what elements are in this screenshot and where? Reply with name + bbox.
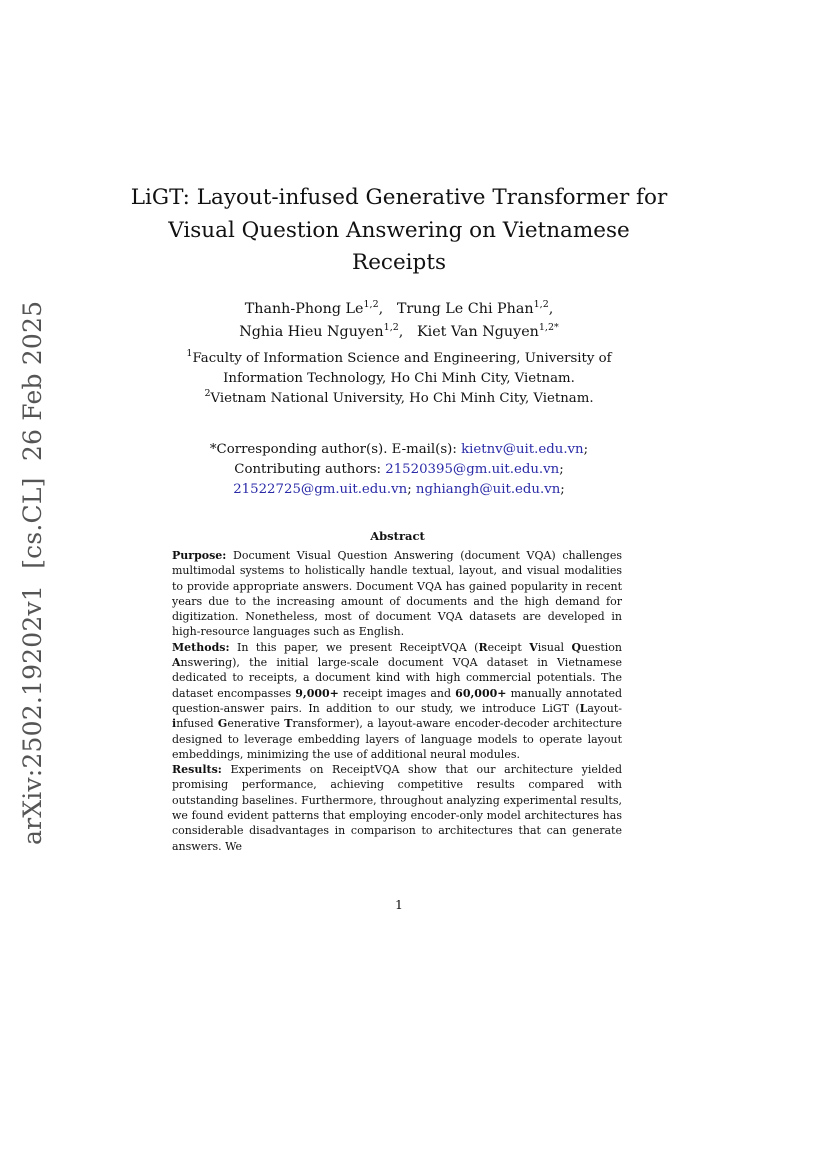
author-name: Trung Le Chi Phan [396,301,534,317]
abstract-body [172,548,622,854]
author-affiliation-mark: 1,2 [363,299,379,310]
author-affiliation-mark: 1,2 [383,321,399,333]
affiliation-1-line-2: Information Technology, Ho Chi Minh City, Vietnam. [223,371,575,386]
page-number: 1 [395,897,403,912]
contributing-email-link[interactable]: nghiangh@uit.edu.vn [415,482,561,497]
title-line-1: LiGT: Layout-infused Generative Transformer for [130,185,668,210]
title-line-3: Receipts [352,250,446,275]
author-name: Nghia Hieu Nguyen [239,323,384,340]
abstract-heading: Abstract [370,529,425,543]
author-affiliation-mark: 1,2* [538,321,559,333]
abstract-results: Results: Experiments on ReceiptVQA show that our architecture yielded promising performance, achieving competitive results compared with outstanding baselines. Furthermore, throughout analyzing experimental results, we found evident patterns that employing encoder-only model architectures has considerable disadvantages in comparison to architectures that can generate answers. We [172,763,622,853]
author-name: Thanh-Phong Le [244,301,364,317]
author-list [140,298,658,343]
title-line-2: Visual Question Answering on Vietnamese [168,217,630,243]
author-line-1: Thanh-Phong Le$^{1,2}$, Trung Le Chi Phan$^{1,2}$, [244,299,554,317]
author-affiliation-mark: 1,2 [533,299,549,310]
paper-title [100,182,698,280]
affiliations [140,349,658,409]
author-name: Kiet Van Nguyen [416,323,539,340]
author-line-2: Nghia Hieu Nguyen$^{1,2}$, Kiet Van Nguyen$^{1,2*}$ [239,321,559,340]
contributing-email-link[interactable]: 21522725@gm.uit.edu.vn [233,482,408,497]
contact-emails: *Corresponding author(s). E-mail(s): kietnv@uit.edu.vn; Contributing authors: 21520395@gm.uit.edu.vn; 21522725@gm.uit.edu.vn; nghiangh@uit.edu.vn; [209,442,589,497]
abstract-methods: Methods: In this paper, we present ReceiptVQA (Receipt Visual Question Answering), the initial large-scale document VQA dataset in Vietnamese dedicated to receipts, a document kind with high commercial potentials. The dataset encompasses 9,000+ receipt images and 60,000+ manually annotated question-answer pairs. In addition to our study, we introduce LiGT (Layout-infused Generative Transformer), a layout-aware encoder-decoder architecture designed to leverage embedding layers of language models to operate layout embeddings, minimizing the use of additional neural modules. [172,640,622,761]
image-count: 9,000+ [295,686,339,700]
corresponding-label: *Corresponding author(s). E-mail(s): [209,442,457,457]
corresponding-email-link[interactable]: kietnv@uit.edu.vn [461,442,584,457]
qa-pair-count: 60,000+ [455,686,507,700]
arxiv-identifier-stamp: arXiv:2502.19202v1 [cs.CL] 26 Feb 2025 [18,300,47,845]
affiliation-2: $^2$Vietnam National University, Ho Chi Minh City, Vietnam. [204,388,594,406]
abstract-purpose: Purpose: Document Visual Question Answering (document VQA) challenges multimodal systems to holistically handle textual, layout, and visual modalities to provide appropriate answers. Document VQA has gained popularity in recent years due to the increasing amount of documents and the high demand for digitization. Nonetheless, most of document VQA datasets are developed in high-resource languages such as English. [172,549,622,639]
affiliation-1-line-1: $^1$Faculty of Information Science and Engineering, University of [186,348,612,366]
contributing-label: Contributing authors: [234,462,382,477]
contributing-email-link[interactable]: 21520395@gm.uit.edu.vn [385,462,560,477]
